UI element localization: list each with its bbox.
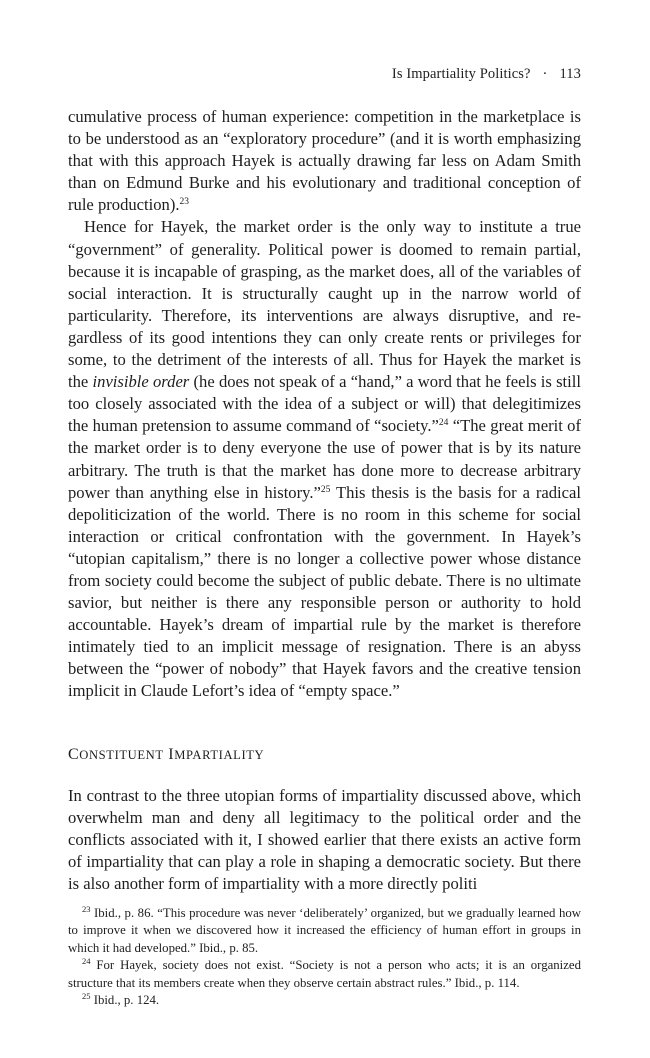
footnotes [68,905,581,1009]
footnote-23 [68,905,581,957]
footnote-text: Ibid., p. 86. “This procedure was never ‘deliberately’ organized, but we gradually learned how to improve it when we discovered how it increased the efficiency of human effort in groups in which it had developed.” Ibid., p. 85. [68,906,581,955]
footnote-text: Ibid., p. 124. [90,993,160,1008]
section-body [68,785,581,895]
running-head-separator: · [542,66,548,82]
text-run: Hence for Hayek, the market order is the only way to institute a true “government” of generality. Political power is doomed to remain partial, because it is incapable of grasping, as the market does, all of the variables of social interaction. It is structurally caught up in the narrow world of particularity. Therefore, its interventions are always disruptive, and regardless of its good intentions they can only create rents or privileges for some, to the detriment of the interests of all. Thus for Hayek the market is the [68,217,581,392]
footnote-number: 24 [82,956,91,967]
emphasis-invisible-order: invisible order [92,372,190,392]
page-number: 113 [559,66,581,82]
footnote-number: 23 [82,904,91,914]
body-text [68,106,581,703]
text-run: “The great merit of the market order is to deny everyone the use of power that is by its nature arbitrary. The truth is that the market has done more to decrease arbitrary power than anything else in history.” [68,416,581,502]
running-head-title: Is Impartiality Politics? [391,66,531,82]
footnote-25 [68,992,581,1009]
text-run: cumulative process of human experience: competition in the marketplace is to be understood as an “exploratory procedure” (and it is worth emphasizing that with this approach Hayek is actually drawing far less on Adam Smith than on Edmund Burke and his evolutionary and traditional conception of rule production). [68,107,581,215]
section-heading [68,745,581,765]
footnote-ref-23: 23 [179,197,190,208]
footnote-number: 25 [82,991,91,1002]
footnote-text: For Hayek, society does not exist. “Society is not a person who acts; it is an organized structure that its members create when they observe certain abstract rules.” Ibid., p. 114. [68,958,581,990]
book-page [68,64,581,1009]
paragraph-constituent-impartiality: In contrast to the three utopian forms of impartiality discussed above, which overwhelm man and deny all legitimacy to the political order and the conflicts associated with it, I showed earlier that there exists an active form of impartiality that can play a role in shaping a democratic society. But there is also another form of impartiality with a more directly politi [68,785,581,893]
running-head [68,64,581,84]
paragraph-continuation [68,106,581,216]
text-run: (he does not speak of a “hand,” a word that he feels is still too closely associated with the idea of a subject or will) that delegitimizes the human pretension to assume command of “society.” [68,372,581,436]
paragraph-hayek-market-order [68,216,581,702]
footnote-ref-24: 24 [438,418,449,429]
section-heading-text: CONSTITUENT IMPARTIALITY [68,745,265,763]
footnote-24 [68,957,581,992]
footnote-ref-25: 25 [320,484,331,495]
text-run: This thesis is the basis for a radical depoliticization of the world. There is no room in this scheme for social interaction or critical confrontation with the government. In Hayek’s “utopian capitalism,” there is no longer a collective power whose distance from society could become the subject of public debate. There is no ultimate savior, but neither is there any responsible person or authority to hold accountable. Hayek’s dream of impartial rule by the market is therefore intimately tied to an implicit message of resignation. There is an abyss between the “power of nobody” that Hayek favors and the creative tension implicit in Claude Lefort’s idea of “empty space.” [68,482,581,701]
